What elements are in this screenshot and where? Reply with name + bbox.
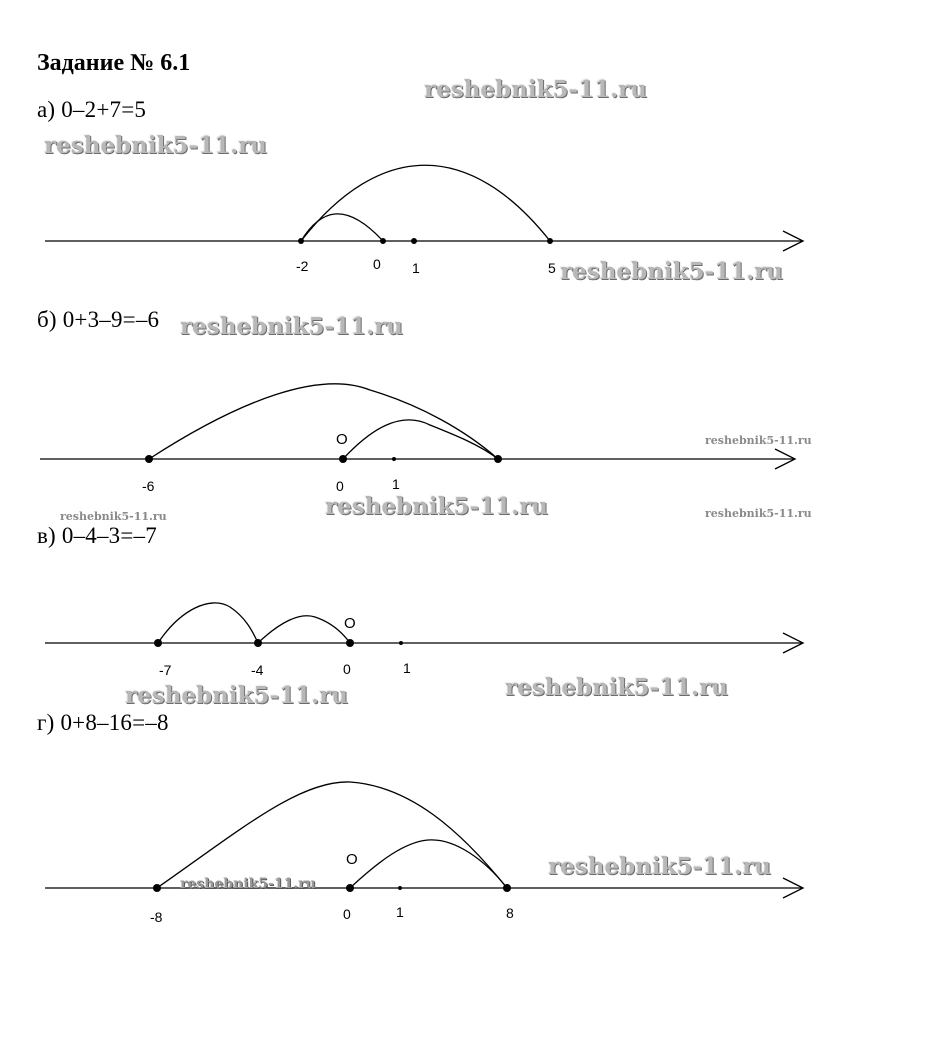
jump-arc <box>157 782 507 888</box>
watermark: reshebnik5-11.ru <box>44 132 267 159</box>
point-dot <box>339 455 347 463</box>
jump-arc <box>343 420 498 459</box>
tick-label: 0 <box>343 661 351 677</box>
watermark: reshebnik5-11.ru <box>705 507 812 520</box>
point-dot <box>153 884 161 892</box>
point-dot <box>494 455 502 463</box>
equation-c: в) 0–4–3=–7 <box>37 523 157 548</box>
tick-label: 5 <box>548 260 556 276</box>
point-dot <box>503 884 511 892</box>
tick-label: -8 <box>150 909 163 925</box>
watermark: reshebnik5-11.ru <box>60 510 167 523</box>
jump-arc <box>258 616 350 643</box>
tick-label: -4 <box>251 662 264 678</box>
equation-d: г) 0+8–16=–8 <box>37 710 169 735</box>
point-dot <box>398 886 402 890</box>
tick-label: 1 <box>392 476 400 492</box>
equation-a: а) 0–2+7=5 <box>37 97 147 122</box>
watermark: reshebnik5-11.ru <box>560 258 783 285</box>
watermark: reshebnik5-11.ru <box>180 876 316 892</box>
tick-label: -2 <box>296 258 309 274</box>
watermark: reshebnik5-11.ru <box>548 853 771 880</box>
point-dot <box>346 884 354 892</box>
tick-label: 1 <box>403 660 411 676</box>
tick-label: -6 <box>142 478 155 494</box>
point-dot <box>547 238 553 244</box>
point-dot <box>399 641 403 645</box>
assignment-title: Задание № 6.1 <box>37 50 191 76</box>
tick-label: 8 <box>506 905 514 921</box>
point-dot <box>154 639 162 647</box>
origin-mark: O <box>344 615 356 632</box>
equation-b: б) 0+3–9=–6 <box>37 307 160 332</box>
watermark: reshebnik5-11.ru <box>705 434 812 447</box>
jump-arc <box>301 165 550 241</box>
number-line-c <box>45 603 803 678</box>
origin-mark: O <box>336 431 348 448</box>
tick-label: 1 <box>396 904 404 920</box>
watermark: reshebnik5-11.ru <box>424 76 647 103</box>
jump-arc <box>350 840 507 888</box>
point-dot <box>392 457 396 461</box>
point-dot <box>145 455 153 463</box>
watermark: reshebnik5-11.ru <box>505 674 728 701</box>
jump-arc <box>158 603 258 643</box>
tick-label: 0 <box>343 906 351 922</box>
point-dot <box>298 238 304 244</box>
watermark: reshebnik5-11.ru <box>325 493 548 520</box>
tick-label: -7 <box>159 662 172 678</box>
point-dot <box>380 238 386 244</box>
point-dot <box>346 639 354 647</box>
jump-arc <box>149 384 498 459</box>
tick-label: 1 <box>412 260 420 276</box>
watermark: reshebnik5-11.ru <box>180 313 403 340</box>
jump-arc <box>301 214 383 241</box>
point-dot <box>254 639 262 647</box>
tick-label: 0 <box>373 256 381 272</box>
number-line-b <box>40 384 795 494</box>
tick-label: 0 <box>336 478 344 494</box>
watermark: reshebnik5-11.ru <box>125 682 348 709</box>
origin-mark: O <box>346 851 358 868</box>
point-dot <box>411 238 417 244</box>
